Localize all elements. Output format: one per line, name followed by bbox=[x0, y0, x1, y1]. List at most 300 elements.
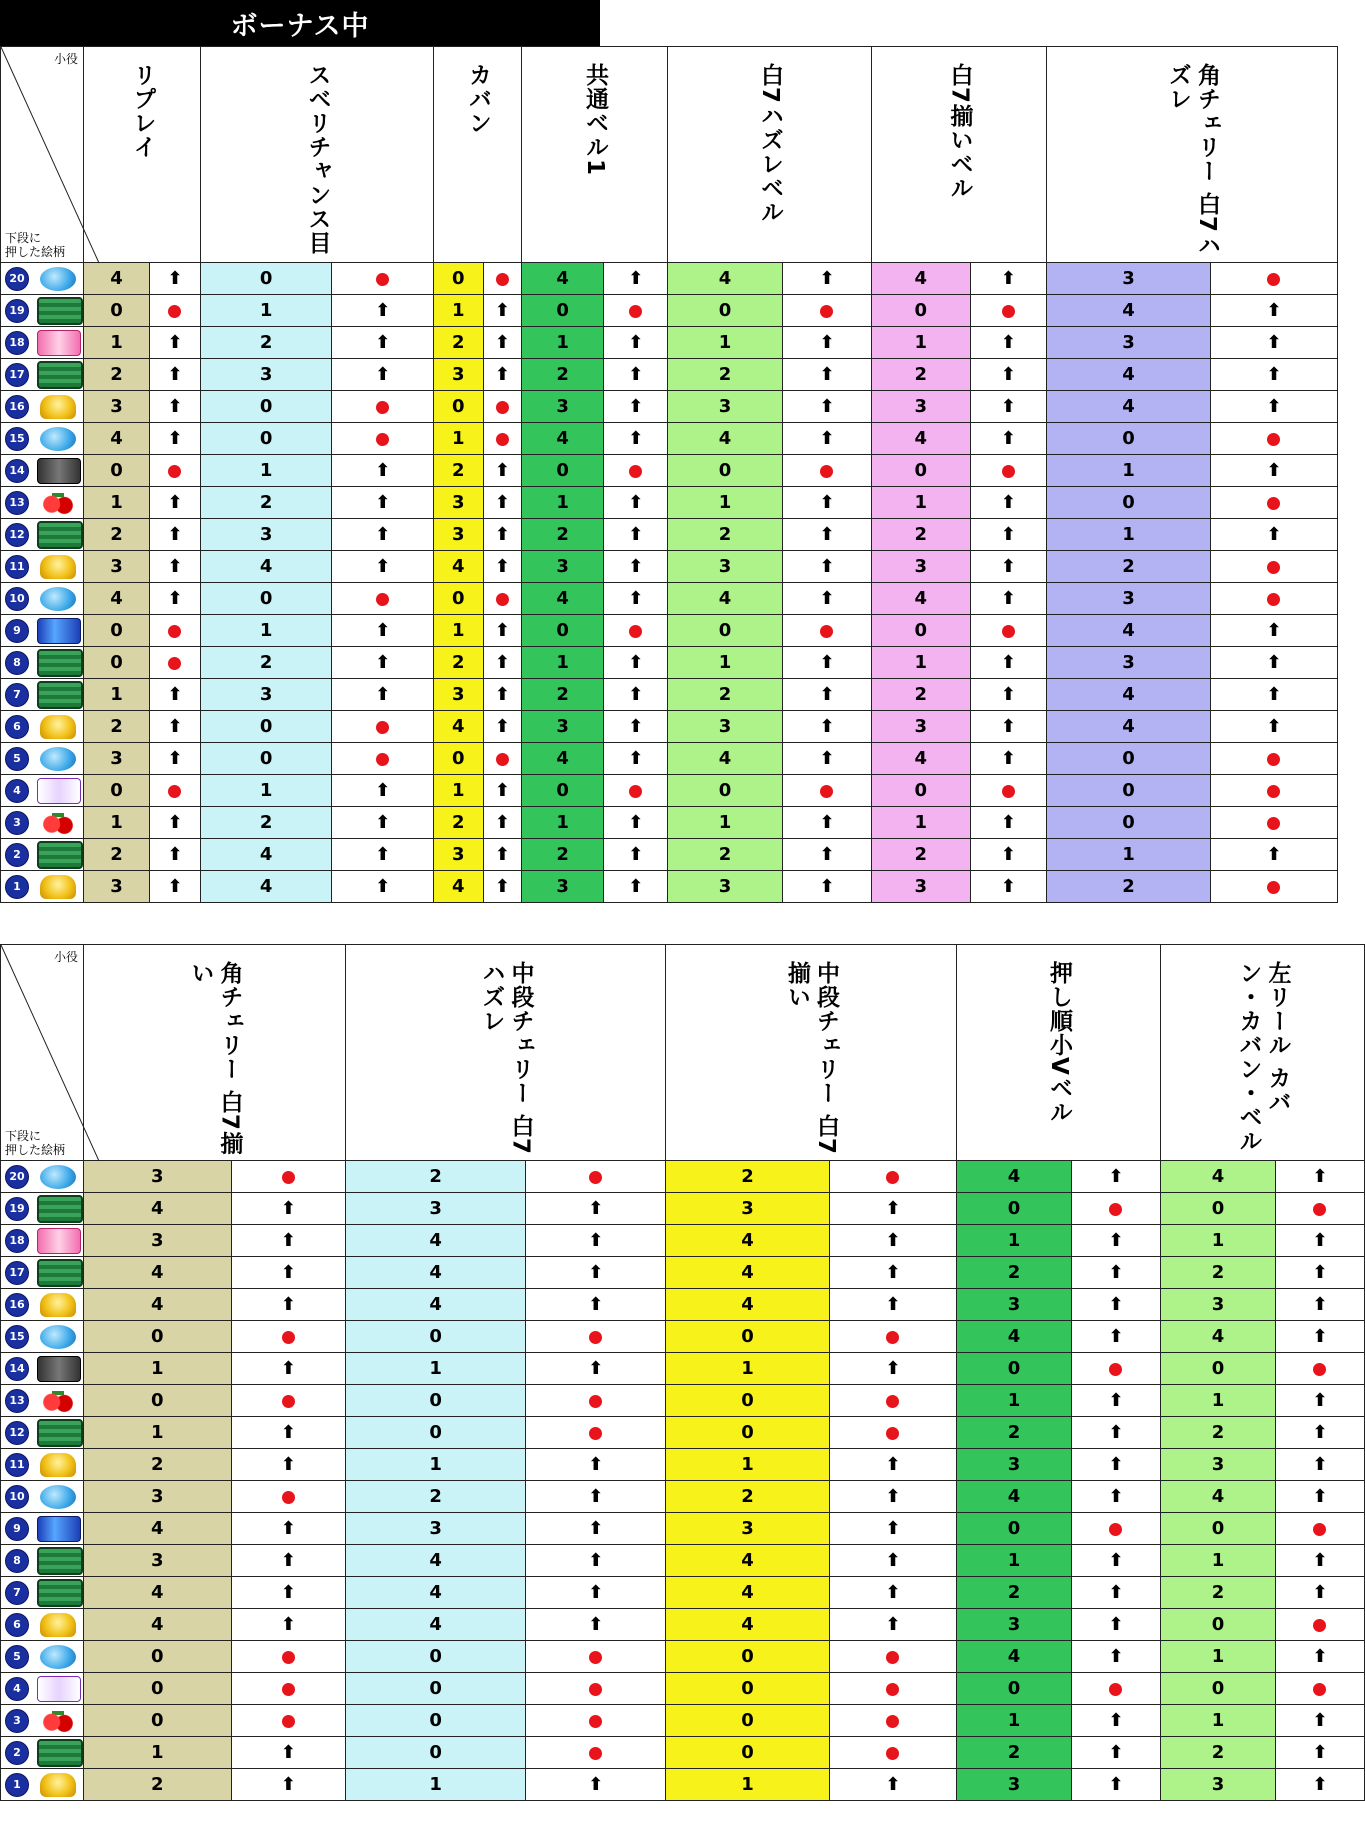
value-cell: 0 bbox=[872, 775, 971, 807]
up-arrow-icon: ⬆ bbox=[588, 1614, 604, 1635]
green-box-symbol bbox=[37, 841, 83, 869]
red-dot-icon bbox=[168, 625, 181, 638]
mark-cell bbox=[332, 263, 434, 295]
row-number-badge: 10 bbox=[5, 587, 29, 611]
up-arrow-icon: ⬆ bbox=[375, 684, 391, 705]
header-row bbox=[1, 945, 1365, 1161]
mark-cell bbox=[231, 1481, 345, 1513]
red-dot-icon bbox=[589, 1747, 602, 1760]
value-cell: 0 bbox=[1047, 807, 1211, 839]
row-number-badge: 20 bbox=[5, 1165, 29, 1189]
table-row bbox=[1, 711, 1338, 743]
mark-cell bbox=[332, 423, 434, 455]
mark-cell bbox=[149, 423, 200, 455]
value-cell: 1 bbox=[872, 487, 971, 519]
value-cell: 2 bbox=[522, 359, 604, 391]
red-dot-icon bbox=[820, 305, 833, 318]
up-arrow-icon: ⬆ bbox=[494, 620, 510, 641]
mark-cell bbox=[1071, 1449, 1160, 1481]
mark-cell bbox=[231, 1545, 345, 1577]
value-cell: 1 bbox=[434, 615, 484, 647]
value-cell: 4 bbox=[666, 1609, 830, 1641]
mark-cell bbox=[1275, 1737, 1364, 1769]
value-cell: 3 bbox=[522, 391, 604, 423]
up-arrow-icon: ⬆ bbox=[588, 1198, 604, 1219]
mark-cell bbox=[1210, 615, 1337, 647]
mark-cell bbox=[149, 871, 200, 903]
red-dot-icon bbox=[589, 1171, 602, 1184]
value-cell: 4 bbox=[84, 583, 150, 615]
up-arrow-icon: ⬆ bbox=[588, 1358, 604, 1379]
value-cell: 1 bbox=[666, 1769, 830, 1801]
up-arrow-icon: ⬆ bbox=[375, 460, 391, 481]
mark-cell bbox=[1071, 1353, 1160, 1385]
value-cell: 2 bbox=[666, 1161, 830, 1193]
row-number-badge: 4 bbox=[5, 1677, 29, 1701]
red-dot-icon bbox=[589, 1331, 602, 1344]
red-dot-icon bbox=[589, 1651, 602, 1664]
up-arrow-icon: ⬆ bbox=[588, 1230, 604, 1251]
red-dot-icon bbox=[820, 785, 833, 798]
mark-cell bbox=[231, 1641, 345, 1673]
column-header-label: 角チェリー 白7揃い bbox=[187, 961, 243, 1156]
green-box-symbol bbox=[37, 361, 83, 389]
up-arrow-icon: ⬆ bbox=[167, 364, 183, 385]
mark-cell bbox=[970, 743, 1046, 775]
value-cell: 2 bbox=[1047, 871, 1211, 903]
up-arrow-icon: ⬆ bbox=[885, 1294, 901, 1315]
value-cell: 2 bbox=[1161, 1737, 1276, 1769]
dark-bar-symbol bbox=[37, 1356, 81, 1382]
table-row bbox=[1, 1641, 1365, 1673]
up-arrow-icon: ⬆ bbox=[1312, 1550, 1328, 1571]
mark-cell bbox=[829, 1449, 956, 1481]
value-cell: 4 bbox=[434, 871, 484, 903]
symbol-cell bbox=[1, 359, 84, 391]
up-arrow-icon: ⬆ bbox=[588, 1294, 604, 1315]
mark-cell bbox=[332, 775, 434, 807]
up-arrow-icon: ⬆ bbox=[1000, 716, 1016, 737]
up-arrow-icon: ⬆ bbox=[167, 332, 183, 353]
up-arrow-icon: ⬆ bbox=[819, 364, 835, 385]
value-cell: 3 bbox=[201, 519, 332, 551]
mark-cell bbox=[1275, 1225, 1364, 1257]
up-arrow-icon: ⬆ bbox=[1108, 1326, 1124, 1347]
green-box-symbol bbox=[37, 297, 83, 325]
mark-cell bbox=[782, 871, 871, 903]
row-number-badge: 20 bbox=[5, 267, 29, 291]
table-row bbox=[1, 1513, 1365, 1545]
mark-cell bbox=[829, 1161, 956, 1193]
symbol-cell bbox=[1, 295, 84, 327]
red-dot-icon bbox=[629, 785, 642, 798]
mark-cell bbox=[1210, 359, 1337, 391]
mark-cell bbox=[970, 423, 1046, 455]
up-arrow-icon: ⬆ bbox=[1312, 1582, 1328, 1603]
value-cell: 2 bbox=[668, 679, 783, 711]
symbol-cell bbox=[1, 423, 84, 455]
table-row bbox=[1, 1257, 1365, 1289]
value-cell: 0 bbox=[957, 1673, 1072, 1705]
value-cell: 2 bbox=[957, 1257, 1072, 1289]
mark-cell bbox=[231, 1321, 345, 1353]
mark-cell bbox=[332, 807, 434, 839]
value-cell: 1 bbox=[84, 807, 150, 839]
value-cell: 2 bbox=[872, 359, 971, 391]
red-dot-icon bbox=[886, 1395, 899, 1408]
value-cell: 4 bbox=[1047, 679, 1211, 711]
bell-symbol bbox=[40, 555, 76, 579]
table-row bbox=[1, 807, 1338, 839]
up-arrow-icon: ⬆ bbox=[819, 748, 835, 769]
symbol-cell bbox=[1, 807, 84, 839]
red-dot-icon bbox=[1267, 881, 1280, 894]
value-cell: 1 bbox=[522, 807, 604, 839]
value-cell: 1 bbox=[201, 295, 332, 327]
red-dot-icon bbox=[1267, 817, 1280, 830]
symbol-cell bbox=[1, 711, 84, 743]
symbol-cell bbox=[1, 391, 84, 423]
mark-cell bbox=[1275, 1609, 1364, 1641]
column-header bbox=[666, 945, 957, 1161]
mark-cell bbox=[332, 839, 434, 871]
up-arrow-icon: ⬆ bbox=[167, 716, 183, 737]
cherry-symbol bbox=[37, 811, 79, 835]
up-arrow-icon: ⬆ bbox=[819, 844, 835, 865]
value-cell: 1 bbox=[666, 1449, 830, 1481]
mark-cell bbox=[1071, 1769, 1160, 1801]
red-dot-icon bbox=[496, 433, 509, 446]
mark-cell bbox=[332, 871, 434, 903]
mark-cell bbox=[483, 519, 521, 551]
row-number-badge: 8 bbox=[5, 651, 29, 675]
mark-cell bbox=[604, 455, 668, 487]
green-box-symbol bbox=[37, 1547, 83, 1575]
cherry-symbol bbox=[37, 491, 79, 515]
up-arrow-icon: ⬆ bbox=[885, 1486, 901, 1507]
table-row bbox=[1, 679, 1338, 711]
table-row bbox=[1, 1417, 1365, 1449]
pink-character-symbol bbox=[37, 1228, 81, 1254]
value-cell: 0 bbox=[201, 391, 332, 423]
symbol-axis-label-line1: 下段に bbox=[5, 1129, 42, 1143]
bell-symbol bbox=[40, 1773, 76, 1797]
symbol-cell bbox=[1, 1161, 84, 1193]
mark-cell bbox=[149, 487, 200, 519]
green-box-symbol bbox=[37, 1259, 83, 1287]
symbol-cell bbox=[1, 1545, 84, 1577]
value-cell: 3 bbox=[668, 711, 783, 743]
value-cell: 2 bbox=[1161, 1257, 1276, 1289]
corner-cell bbox=[1, 945, 84, 1161]
mark-cell bbox=[829, 1673, 956, 1705]
value-cell: 0 bbox=[434, 391, 484, 423]
value-cell: 2 bbox=[84, 1449, 232, 1481]
mark-cell bbox=[1275, 1641, 1364, 1673]
row-number-badge: 15 bbox=[5, 1325, 29, 1349]
value-cell: 0 bbox=[346, 1673, 526, 1705]
symbol-cell bbox=[1, 583, 84, 615]
value-cell: 0 bbox=[666, 1385, 830, 1417]
red-dot-icon bbox=[1109, 1683, 1122, 1696]
table-row bbox=[1, 1673, 1365, 1705]
value-cell: 2 bbox=[1047, 551, 1211, 583]
value-cell: 2 bbox=[84, 1769, 232, 1801]
red-dot-icon bbox=[168, 465, 181, 478]
red-dot-icon bbox=[1267, 433, 1280, 446]
mark-cell bbox=[1210, 583, 1337, 615]
up-arrow-icon: ⬆ bbox=[375, 300, 391, 321]
mark-cell bbox=[829, 1321, 956, 1353]
value-cell: 0 bbox=[666, 1641, 830, 1673]
title-bar bbox=[0, 0, 600, 46]
mark-cell bbox=[231, 1385, 345, 1417]
value-cell: 1 bbox=[668, 647, 783, 679]
up-arrow-icon: ⬆ bbox=[1000, 812, 1016, 833]
up-arrow-icon: ⬆ bbox=[588, 1774, 604, 1795]
mark-cell bbox=[782, 519, 871, 551]
up-arrow-icon: ⬆ bbox=[1266, 524, 1282, 545]
value-cell: 4 bbox=[84, 1577, 232, 1609]
up-arrow-icon: ⬆ bbox=[1312, 1390, 1328, 1411]
mark-cell bbox=[149, 359, 200, 391]
green-box-symbol bbox=[37, 1419, 83, 1447]
up-arrow-icon: ⬆ bbox=[1108, 1582, 1124, 1603]
mark-cell bbox=[604, 263, 668, 295]
mark-cell bbox=[970, 519, 1046, 551]
value-cell: 0 bbox=[84, 647, 150, 679]
mark-cell bbox=[970, 775, 1046, 807]
green-box-symbol bbox=[37, 649, 83, 677]
bell-symbol bbox=[40, 1613, 76, 1637]
up-arrow-icon: ⬆ bbox=[885, 1550, 901, 1571]
mark-cell bbox=[1210, 711, 1337, 743]
mark-cell bbox=[1275, 1705, 1364, 1737]
mark-cell bbox=[1071, 1737, 1160, 1769]
mark-cell bbox=[483, 711, 521, 743]
green-box-symbol bbox=[37, 521, 83, 549]
up-arrow-icon: ⬆ bbox=[819, 492, 835, 513]
value-cell: 2 bbox=[668, 839, 783, 871]
mark-cell bbox=[1071, 1289, 1160, 1321]
mark-cell bbox=[1210, 679, 1337, 711]
up-arrow-icon: ⬆ bbox=[819, 396, 835, 417]
value-cell: 3 bbox=[346, 1193, 526, 1225]
up-arrow-icon: ⬆ bbox=[819, 716, 835, 737]
value-cell: 4 bbox=[346, 1257, 526, 1289]
value-cell: 0 bbox=[84, 295, 150, 327]
red-dot-icon bbox=[496, 593, 509, 606]
page-title: ボーナス中 bbox=[230, 10, 370, 42]
value-cell: 0 bbox=[84, 615, 150, 647]
up-arrow-icon: ⬆ bbox=[167, 268, 183, 289]
red-dot-icon bbox=[629, 305, 642, 318]
red-dot-icon bbox=[820, 465, 833, 478]
mark-cell bbox=[149, 839, 200, 871]
value-cell: 1 bbox=[434, 295, 484, 327]
mark-cell bbox=[604, 839, 668, 871]
up-arrow-icon: ⬆ bbox=[1312, 1646, 1328, 1667]
symbol-cell bbox=[1, 1193, 84, 1225]
mark-cell bbox=[231, 1577, 345, 1609]
symbol-cell bbox=[1, 487, 84, 519]
value-cell: 4 bbox=[872, 423, 971, 455]
mark-cell bbox=[782, 487, 871, 519]
up-arrow-icon: ⬆ bbox=[885, 1582, 901, 1603]
value-cell: 3 bbox=[522, 551, 604, 583]
up-arrow-icon: ⬆ bbox=[628, 492, 644, 513]
mark-cell bbox=[1275, 1513, 1364, 1545]
column-header bbox=[434, 47, 522, 263]
symbol-cell bbox=[1, 1417, 84, 1449]
mark-cell bbox=[1071, 1385, 1160, 1417]
red-dot-icon bbox=[282, 1651, 295, 1664]
value-cell: 4 bbox=[84, 1289, 232, 1321]
blue-reel-symbol bbox=[40, 587, 76, 611]
red-dot-icon bbox=[1267, 561, 1280, 574]
mark-cell bbox=[483, 359, 521, 391]
value-cell: 2 bbox=[434, 455, 484, 487]
up-arrow-icon: ⬆ bbox=[1312, 1262, 1328, 1283]
value-cell: 1 bbox=[1161, 1385, 1276, 1417]
row-number-badge: 18 bbox=[5, 1229, 29, 1253]
mark-cell bbox=[970, 295, 1046, 327]
up-arrow-icon: ⬆ bbox=[494, 716, 510, 737]
up-arrow-icon: ⬆ bbox=[375, 876, 391, 897]
symbol-cell bbox=[1, 775, 84, 807]
up-arrow-icon: ⬆ bbox=[1000, 268, 1016, 289]
mark-cell bbox=[1071, 1257, 1160, 1289]
red-dot-icon bbox=[886, 1427, 899, 1440]
value-cell: 2 bbox=[668, 519, 783, 551]
mark-cell bbox=[829, 1385, 956, 1417]
value-cell: 1 bbox=[84, 487, 150, 519]
table-row bbox=[1, 1481, 1365, 1513]
mark-cell bbox=[1210, 647, 1337, 679]
mark-cell bbox=[970, 871, 1046, 903]
row-number-badge: 11 bbox=[5, 555, 29, 579]
mark-cell bbox=[829, 1545, 956, 1577]
up-arrow-icon: ⬆ bbox=[628, 428, 644, 449]
up-arrow-icon: ⬆ bbox=[280, 1262, 296, 1283]
up-arrow-icon: ⬆ bbox=[375, 332, 391, 353]
green-box-symbol bbox=[37, 1195, 83, 1223]
mark-cell bbox=[1275, 1257, 1364, 1289]
row-number-badge: 5 bbox=[5, 1645, 29, 1669]
table-row bbox=[1, 839, 1338, 871]
value-cell: 3 bbox=[434, 679, 484, 711]
table-row bbox=[1, 743, 1338, 775]
mark-cell bbox=[829, 1737, 956, 1769]
value-cell: 1 bbox=[434, 775, 484, 807]
mark-cell bbox=[231, 1673, 345, 1705]
value-cell: 4 bbox=[1161, 1321, 1276, 1353]
up-arrow-icon: ⬆ bbox=[1108, 1614, 1124, 1635]
up-arrow-icon: ⬆ bbox=[1266, 460, 1282, 481]
symbol-axis-label bbox=[5, 1129, 65, 1157]
mark-cell bbox=[483, 391, 521, 423]
table-row bbox=[1, 1225, 1365, 1257]
mark-cell bbox=[483, 775, 521, 807]
up-arrow-icon: ⬆ bbox=[1000, 364, 1016, 385]
mark-cell bbox=[782, 551, 871, 583]
table-row bbox=[1, 1737, 1365, 1769]
mark-cell bbox=[483, 295, 521, 327]
red-dot-icon bbox=[376, 401, 389, 414]
red-dot-icon bbox=[820, 625, 833, 638]
value-cell: 1 bbox=[668, 807, 783, 839]
value-cell: 3 bbox=[522, 711, 604, 743]
value-cell: 0 bbox=[872, 295, 971, 327]
up-arrow-icon: ⬆ bbox=[375, 652, 391, 673]
up-arrow-icon: ⬆ bbox=[628, 844, 644, 865]
up-arrow-icon: ⬆ bbox=[588, 1262, 604, 1283]
table-row bbox=[1, 615, 1338, 647]
mark-cell bbox=[526, 1481, 666, 1513]
value-cell: 4 bbox=[957, 1321, 1072, 1353]
value-cell: 2 bbox=[522, 519, 604, 551]
up-arrow-icon: ⬆ bbox=[167, 428, 183, 449]
value-cell: 0 bbox=[84, 775, 150, 807]
up-arrow-icon: ⬆ bbox=[1108, 1550, 1124, 1571]
up-arrow-icon: ⬆ bbox=[628, 588, 644, 609]
mark-cell bbox=[970, 807, 1046, 839]
red-dot-icon bbox=[376, 433, 389, 446]
symbol-cell bbox=[1, 615, 84, 647]
table-row bbox=[1, 359, 1338, 391]
value-cell: 1 bbox=[1161, 1225, 1276, 1257]
value-cell: 4 bbox=[346, 1577, 526, 1609]
mark-cell bbox=[604, 295, 668, 327]
up-arrow-icon: ⬆ bbox=[280, 1614, 296, 1635]
mark-cell bbox=[526, 1641, 666, 1673]
row-number-badge: 2 bbox=[5, 843, 29, 867]
value-cell: 0 bbox=[522, 455, 604, 487]
value-cell: 4 bbox=[668, 263, 783, 295]
mark-cell bbox=[526, 1289, 666, 1321]
red-dot-icon bbox=[282, 1395, 295, 1408]
value-cell: 1 bbox=[1047, 455, 1211, 487]
up-arrow-icon: ⬆ bbox=[819, 556, 835, 577]
mark-cell bbox=[526, 1545, 666, 1577]
mark-cell bbox=[604, 359, 668, 391]
value-cell: 1 bbox=[957, 1225, 1072, 1257]
mark-cell bbox=[970, 359, 1046, 391]
mark-cell bbox=[332, 519, 434, 551]
bell-symbol bbox=[40, 875, 76, 899]
value-cell: 1 bbox=[872, 807, 971, 839]
value-cell: 2 bbox=[872, 839, 971, 871]
mark-cell bbox=[332, 615, 434, 647]
column-header-label: 白7ハズレベル bbox=[757, 63, 783, 225]
value-cell: 4 bbox=[201, 839, 332, 871]
symbol-cell bbox=[1, 1257, 84, 1289]
up-arrow-icon: ⬆ bbox=[628, 716, 644, 737]
mark-cell bbox=[1210, 871, 1337, 903]
column-header-label: カバン bbox=[465, 63, 491, 135]
mark-cell bbox=[231, 1737, 345, 1769]
mark-cell bbox=[332, 487, 434, 519]
blue-reel-symbol bbox=[40, 1485, 76, 1509]
value-cell: 1 bbox=[434, 423, 484, 455]
value-cell: 0 bbox=[346, 1737, 526, 1769]
up-arrow-icon: ⬆ bbox=[628, 364, 644, 385]
value-cell: 4 bbox=[346, 1289, 526, 1321]
value-cell: 0 bbox=[84, 1385, 232, 1417]
up-arrow-icon: ⬆ bbox=[1000, 844, 1016, 865]
value-cell: 0 bbox=[666, 1417, 830, 1449]
blue-reel-symbol bbox=[40, 267, 76, 291]
